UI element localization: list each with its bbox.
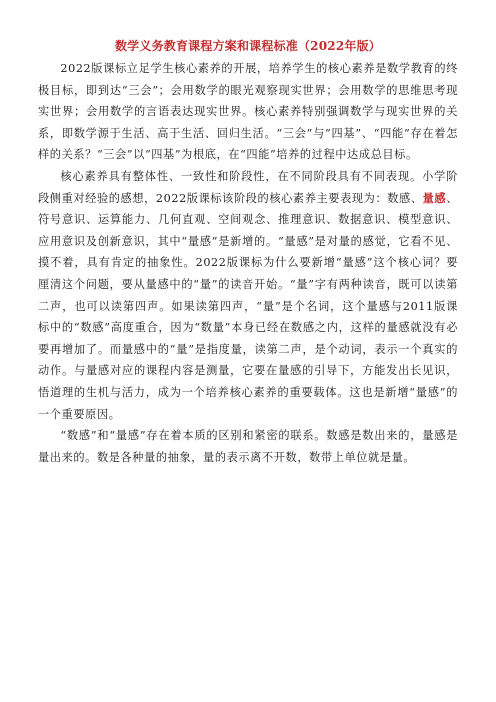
- document-page: [38, 38, 458, 468]
- paragraph-text-before-highlight: 核心素养具有整体性、一致性和阶段性，在不同阶段具有不同表现。小学阶段侧重对经验的感想，2022版课标该阶段的核心素养主要表现为：数感、: [38, 169, 458, 205]
- paragraph-text-after-highlight: 、符号意识、运算能力、几何直观、空间观念、推理意识、数据意识、模型意识、应用意识及创新意识，其中“量感”是新增的。“量感”是对量的感觉，它看不见、摸不着，具有肯定的抽象性。2022版课标为什么要新增“量感”这个核心词？要厘清这个问题，要从量感中的“量”的读音开始。“量”字有两种读音，既可以读第二声，也可以读第四声。如果读第四声，“量”是个名词，这个量感与2011版课标中的“数感”高度重合，因为“数量”本身已经在数感之内，这样的量感就没有必要再增加了。而量感中的“量”是指度量，读第二声，是个动词，表示一个真实的动作。与量感对应的课程内容是测量，它要在量感的引导下，方能发出长见识，悟道理的生机与活力，成为一个培养核心素养的重要载体。这也是新增“量感”的一个重要原因。: [38, 191, 459, 421]
- paragraph-quantity-sense: [38, 166, 458, 425]
- highlighted-term: 量感: [422, 190, 447, 205]
- paragraph-text: 2022版课标立足学生核心素养的开展，培养学生的核心素养是数学教育的终极目标，即到达“三会”；会用数学的眼光观察现实世界；会用数学的思维思考现实世界；会用数学的言语表达现实世界。核心素养特别强调数学与现实世界的关系，即数学源于生活、高于生活、回归生活。“三会”与“四基”、“四能”存在着怎样的关系？“三会”以“四基”为根底，在“四能”培养的过程中达成总目标。: [38, 62, 458, 162]
- paragraph-text: “数感”和“量感”存在着本质的区别和紧密的联系。数感是数出来的，量感是量出来的。数是各种量的抽象，量的表示离不开数，数带上单位就是量。: [38, 429, 458, 464]
- paragraph-number-vs-quantity: [38, 425, 458, 468]
- paragraph-core-literacy-goals: [38, 58, 458, 166]
- document-title: 数学义务教育课程方案和课程标准（2022年版）: [114, 39, 381, 53]
